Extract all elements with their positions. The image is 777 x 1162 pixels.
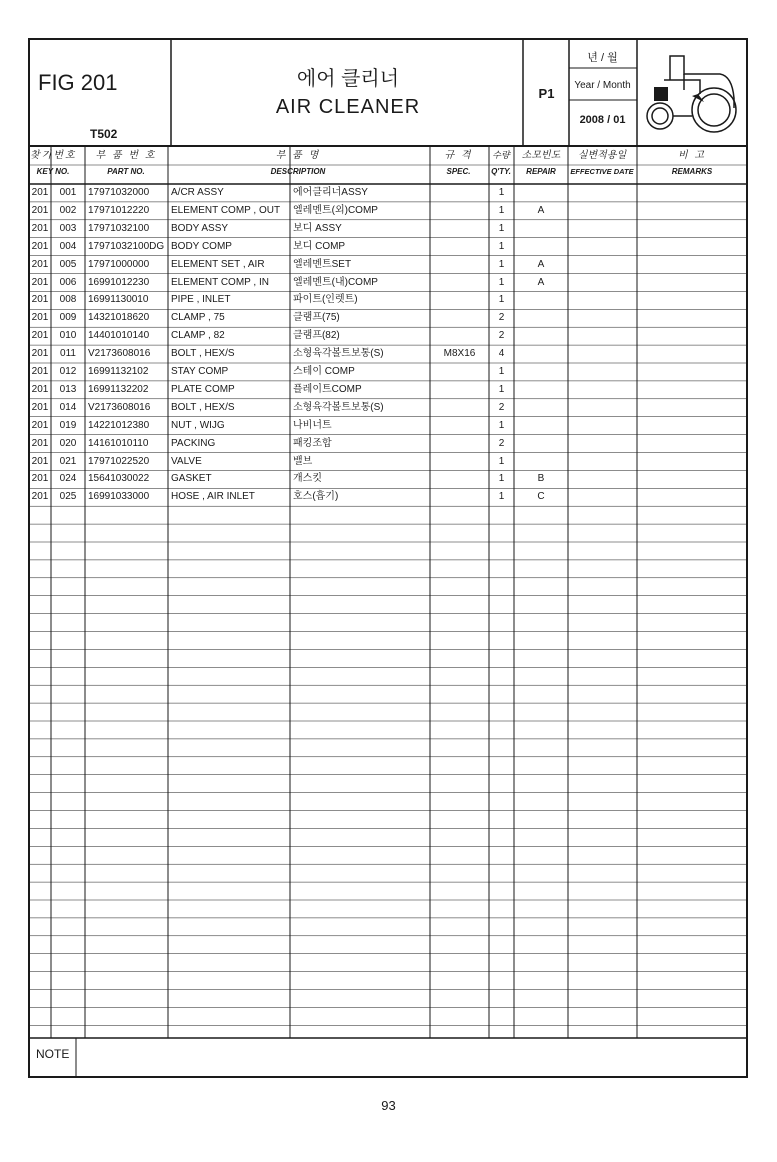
cell-key-no: 002: [59, 204, 77, 216]
cell-description-korean: 엘레멘트SET: [293, 258, 352, 270]
note-label: NOTE: [36, 1047, 70, 1061]
cell-description-korean: 나비너트: [293, 419, 332, 431]
cell-key-no: 014: [59, 401, 77, 413]
cell-fig: 201: [31, 437, 49, 449]
cell-part-no: 17971000000: [88, 258, 150, 270]
cell-description-korean: 클램프(82): [293, 330, 340, 342]
cell-description-korean: 파이트(인렛트): [293, 294, 358, 306]
cell-part-no: 16991132102: [88, 366, 149, 377]
table-row: [28, 309, 748, 327]
title-korean: 에어 클리너: [296, 68, 400, 90]
cell-key-no: 009: [59, 312, 77, 324]
cell-key-no: 011: [60, 348, 76, 360]
cell-description-english: ELEMENT SET , AIR: [171, 258, 265, 270]
table-row: [28, 274, 748, 292]
cell-part-no: 15641030022: [88, 473, 150, 485]
cell-part-no: 14161010110: [88, 437, 149, 449]
cell-fig: 201: [31, 204, 49, 216]
header-spec-english: SPEC.: [446, 167, 471, 176]
page-reference: P1: [538, 86, 555, 101]
cell-fig: 201: [31, 455, 49, 467]
header-qty-english: Q'TY.: [491, 167, 511, 176]
cell-key-no: 004: [59, 240, 77, 252]
cell-key-no: 020: [59, 437, 77, 449]
cell-description-english: ELEMENT COMP , IN: [171, 276, 269, 288]
cell-key-no: 005: [59, 258, 77, 270]
header-remarks-english: REMARKS: [671, 167, 713, 176]
cell-repair: A: [537, 204, 545, 216]
cell-description-korean: 스테이 COMP: [293, 366, 355, 377]
model-code: T502: [90, 127, 118, 141]
cell-qty: 1: [498, 419, 505, 431]
cell-fig: 201: [31, 473, 49, 485]
cell-fig: 201: [31, 348, 49, 360]
cell-qty: 2: [498, 401, 505, 413]
cell-part-no: 17971012220: [88, 204, 150, 216]
table-row: [28, 202, 748, 220]
header-repair-english: REPAIR: [526, 167, 556, 176]
cell-description-korean: 에어클리너ASSY: [293, 187, 368, 198]
cell-description-korean: 보디 COMP: [293, 240, 346, 252]
page-number: 93: [381, 1098, 396, 1113]
cell-repair: B: [537, 473, 545, 485]
cell-description-korean: 엘레멘트(외)COMP: [293, 204, 378, 216]
table-row: [28, 381, 748, 399]
year-month-label-korean: 년 / 월: [587, 52, 618, 64]
cell-qty: 2: [498, 312, 505, 324]
cell-description-english: CLAMP , 82: [171, 330, 225, 342]
cell-description-english: NUT , WIJG: [171, 419, 225, 431]
cell-qty: 1: [498, 455, 505, 467]
table-row: [28, 291, 748, 309]
table-row: [28, 453, 748, 471]
cell-fig: 201: [31, 258, 49, 270]
cell-fig: 201: [31, 187, 49, 198]
table-row: [28, 327, 748, 345]
cell-description-korean: 플레이트COMP: [293, 383, 362, 395]
cell-part-no: 17971032000: [88, 187, 150, 198]
cell-fig: 201: [31, 401, 49, 413]
tractor-icon: [640, 50, 740, 138]
figure-number: FIG 201: [38, 70, 118, 95]
cell-fig: 201: [31, 419, 49, 431]
table-row: [28, 238, 748, 256]
cell-description-english: GASKET: [171, 473, 212, 485]
header-description-korean: 부 품 명: [275, 150, 321, 161]
cell-qty: 1: [498, 294, 505, 306]
cell-part-no: V2173608016: [88, 348, 151, 360]
cell-description-korean: 밸브: [293, 455, 313, 467]
cell-description-english: PLATE COMP: [171, 383, 235, 395]
cell-description-english: BODY COMP: [171, 240, 232, 252]
table-row: [28, 435, 748, 453]
cell-key-no: 006: [59, 276, 77, 288]
cell-key-no: 013: [59, 383, 77, 395]
cell-repair: A: [537, 258, 545, 270]
table-row: [28, 470, 748, 488]
cell-qty: 1: [498, 240, 505, 252]
cell-description-english: HOSE , AIR INLET: [171, 491, 255, 503]
cell-repair: A: [537, 276, 545, 288]
table-row: [28, 363, 748, 381]
cell-part-no: 17971032100: [88, 222, 150, 234]
table-row: [28, 399, 748, 417]
cell-part-no: 16991132202: [88, 383, 149, 395]
cell-fig: 201: [31, 383, 49, 395]
cell-key-no: 025: [59, 491, 77, 503]
cell-part-no: 14321018620: [88, 312, 150, 324]
header-spec-korean: 규 격: [444, 150, 473, 161]
cell-fig: 201: [31, 240, 49, 252]
cell-key-no: 010: [59, 330, 77, 342]
header-part-english: PART NO.: [107, 167, 145, 176]
header-remarks-korean: 비 고: [677, 150, 707, 161]
cell-key-no: 001: [59, 187, 77, 198]
cell-description-korean: 보디 ASSY: [293, 222, 342, 234]
parts-sheet: [28, 38, 748, 1078]
cell-description-korean: 소형육각볼트보통(S): [293, 401, 384, 413]
table-row: [28, 417, 748, 435]
cell-qty: 1: [498, 366, 505, 377]
cell-part-no: V2173608016: [88, 401, 151, 413]
cell-part-no: 17971022520: [88, 455, 150, 467]
cell-description-english: VALVE: [171, 455, 202, 467]
cell-key-no: 021: [59, 455, 77, 467]
table-row: [28, 184, 748, 202]
cell-part-no: 16991130010: [88, 294, 149, 306]
cell-part-no: 14221012380: [88, 419, 150, 431]
header-key-english: KEY NO.: [36, 167, 70, 176]
cell-description-korean: 패킹조합: [293, 437, 332, 449]
cell-qty: 2: [498, 437, 505, 449]
cell-description-english: STAY COMP: [171, 366, 229, 377]
cell-spec: M8X16: [443, 348, 476, 360]
table-row: [28, 488, 748, 506]
cell-description-korean: 개스킷: [293, 473, 322, 485]
cell-description-korean: 소형육각볼트보통(S): [293, 348, 384, 360]
cell-key-no: 003: [59, 222, 77, 234]
cell-key-no: 008: [59, 294, 77, 306]
table-row: [28, 220, 748, 238]
cell-qty: 1: [498, 491, 505, 503]
year-month-label-english: Year / Month: [574, 80, 631, 91]
cell-part-no: 16991033000: [88, 491, 150, 503]
cell-description-korean: 엘레멘트(내)COMP: [293, 276, 378, 288]
cell-fig: 201: [31, 491, 49, 503]
cell-description-korean: 클램프(75): [293, 312, 340, 324]
table-row: [28, 345, 748, 363]
cell-description-english: PIPE , INLET: [171, 294, 231, 306]
cell-repair: C: [537, 491, 545, 503]
header-part-korean: 부 품 번 호: [95, 150, 157, 161]
cell-description-english: CLAMP , 75: [171, 312, 225, 324]
cell-part-no: 16991012230: [88, 276, 150, 288]
cell-fig: 201: [31, 294, 49, 306]
cell-part-no: 17971032100DG: [88, 240, 165, 252]
header-key-korean: 찾기번호: [30, 150, 77, 161]
cell-qty: 4: [498, 348, 505, 360]
cell-qty: 1: [498, 258, 505, 270]
header-repair-korean: 소모빈도: [521, 150, 561, 161]
cell-description-english: BOLT , HEX/S: [171, 348, 235, 360]
cell-description-korean: 호스(흡기): [293, 491, 339, 503]
table-row: [28, 256, 748, 274]
cell-key-no: 024: [59, 473, 77, 485]
cell-fig: 201: [31, 312, 49, 324]
header-date-english: EFFECTIVE DATE: [570, 167, 634, 176]
cell-fig: 201: [31, 366, 49, 377]
cell-fig: 201: [31, 330, 49, 342]
cell-description-english: A/CR ASSY: [171, 187, 224, 198]
cell-part-no: 14401010140: [88, 330, 150, 342]
cell-key-no: 012: [59, 366, 77, 377]
cell-description-english: PACKING: [171, 437, 216, 449]
cell-key-no: 019: [59, 419, 77, 431]
header-qty-korean: 수량: [492, 150, 510, 160]
cell-qty: 1: [498, 187, 505, 198]
header-description-english: DESCRIPTION: [270, 167, 326, 176]
cell-fig: 201: [31, 222, 49, 234]
cell-qty: 1: [498, 473, 505, 485]
cell-qty: 1: [498, 383, 505, 395]
cell-description-english: BOLT , HEX/S: [171, 401, 235, 413]
cell-description-english: BODY ASSY: [171, 222, 229, 234]
cell-qty: 1: [498, 276, 505, 288]
year-month-value: 2008 / 01: [579, 114, 626, 126]
cell-description-english: ELEMENT COMP , OUT: [171, 204, 281, 216]
cell-qty: 2: [498, 330, 505, 342]
cell-fig: 201: [31, 276, 49, 288]
cell-qty: 1: [498, 222, 505, 234]
header-date-korean: 실변적용일: [577, 150, 627, 161]
title-english: AIR CLEANER: [275, 96, 421, 118]
cell-qty: 1: [498, 204, 505, 216]
